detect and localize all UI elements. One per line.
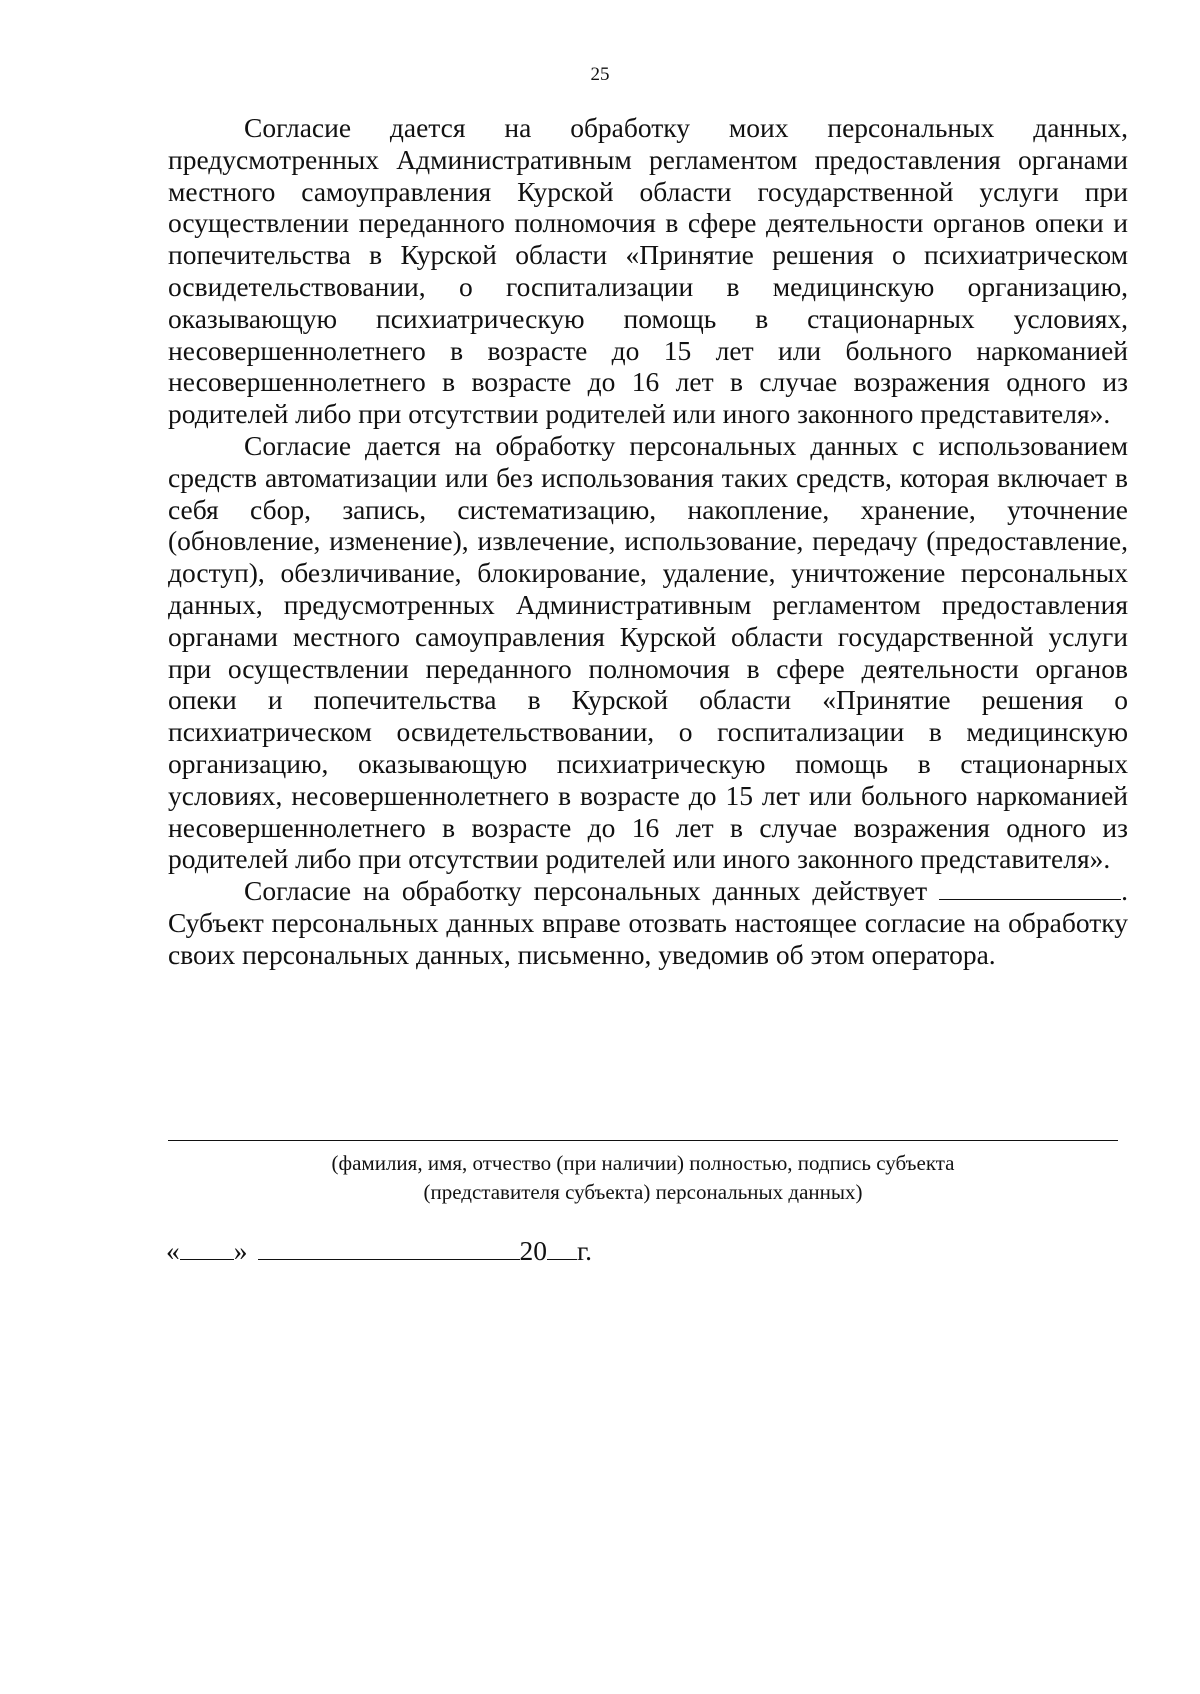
date-open-quote: « <box>166 1235 180 1266</box>
date-close-quote: » <box>233 1235 248 1266</box>
signature-caption-line-2: (представителя субъекта) персональных данных) <box>423 1180 863 1204</box>
page-number: 25 <box>590 64 610 85</box>
date-line <box>166 1235 592 1267</box>
consent-validity-paragraph <box>168 875 1128 970</box>
year-suffix: г. <box>577 1235 593 1266</box>
month-blank <box>258 1239 520 1260</box>
document-body <box>168 112 1128 971</box>
validity-text-start: Согласие на обработку персональных данных действует <box>244 875 928 907</box>
consent-paragraph-1: Согласие дается на обработку моих персональных данных, предусмотренных Административным регламентом предоставления органами местного самоуправления Курской области государственной услуги при осуществлении переданного полномочия в сфере деятельности органов опеки и попечительства в Курской области «Принятие решения о психиатрическом освидетельствовании, о госпитализации в медицинскую организацию, оказывающую психиатрическую помощь в стационарных условиях, несовершеннолетнего в возрасте до 15 лет или больного наркоманией несовершеннолетнего в возрасте до 16 лет в случае возражения одного из родителей либо при отсутствии родителей или иного законного представителя». <box>168 112 1128 430</box>
year-blank <box>547 1239 577 1260</box>
signature-caption <box>168 1149 1118 1207</box>
validity-text-end: . Субъект персональных данных вправе отозвать настоящее согласие на обработку своих персональных данных, письменно, уведомив об этом оператора. <box>168 875 1128 970</box>
signature-line <box>168 1140 1118 1141</box>
consent-paragraph-2: Согласие дается на обработку персональных данных с использованием средств автоматизации или без использования таких средств, которая включает в себя сбор, запись, систематизацию, накопление, хранение, уточнение (обновление, изменение), извлечение, использование, передачу (предоставление, доступ), обезличивание, блокирование, удаление, уничтожение персональных данных, предусмотренных Административным регламентом предоставления органами местного самоуправления Курской области государственной услуги при осуществлении переданного полномочия в сфере деятельности органов опеки и попечительства в Курской области «Принятие решения о психиатрическом освидетельствовании, о госпитализации в медицинскую организацию, оказывающую психиатрическую помощь в стационарных условиях, несовершеннолетнего в возрасте до 15 лет или больного наркоманией несовершеннолетнего в возрасте до 16 лет в случае возражения одного из родителей либо при отсутствии родителей или иного законного представителя». <box>168 429 1128 875</box>
signature-caption-line-1: (фамилия, имя, отчество (при наличии) полностью, подпись субъекта <box>331 1151 955 1175</box>
day-blank <box>180 1239 234 1260</box>
year-prefix: 20 <box>519 1235 547 1266</box>
validity-period-blank <box>939 877 1121 900</box>
